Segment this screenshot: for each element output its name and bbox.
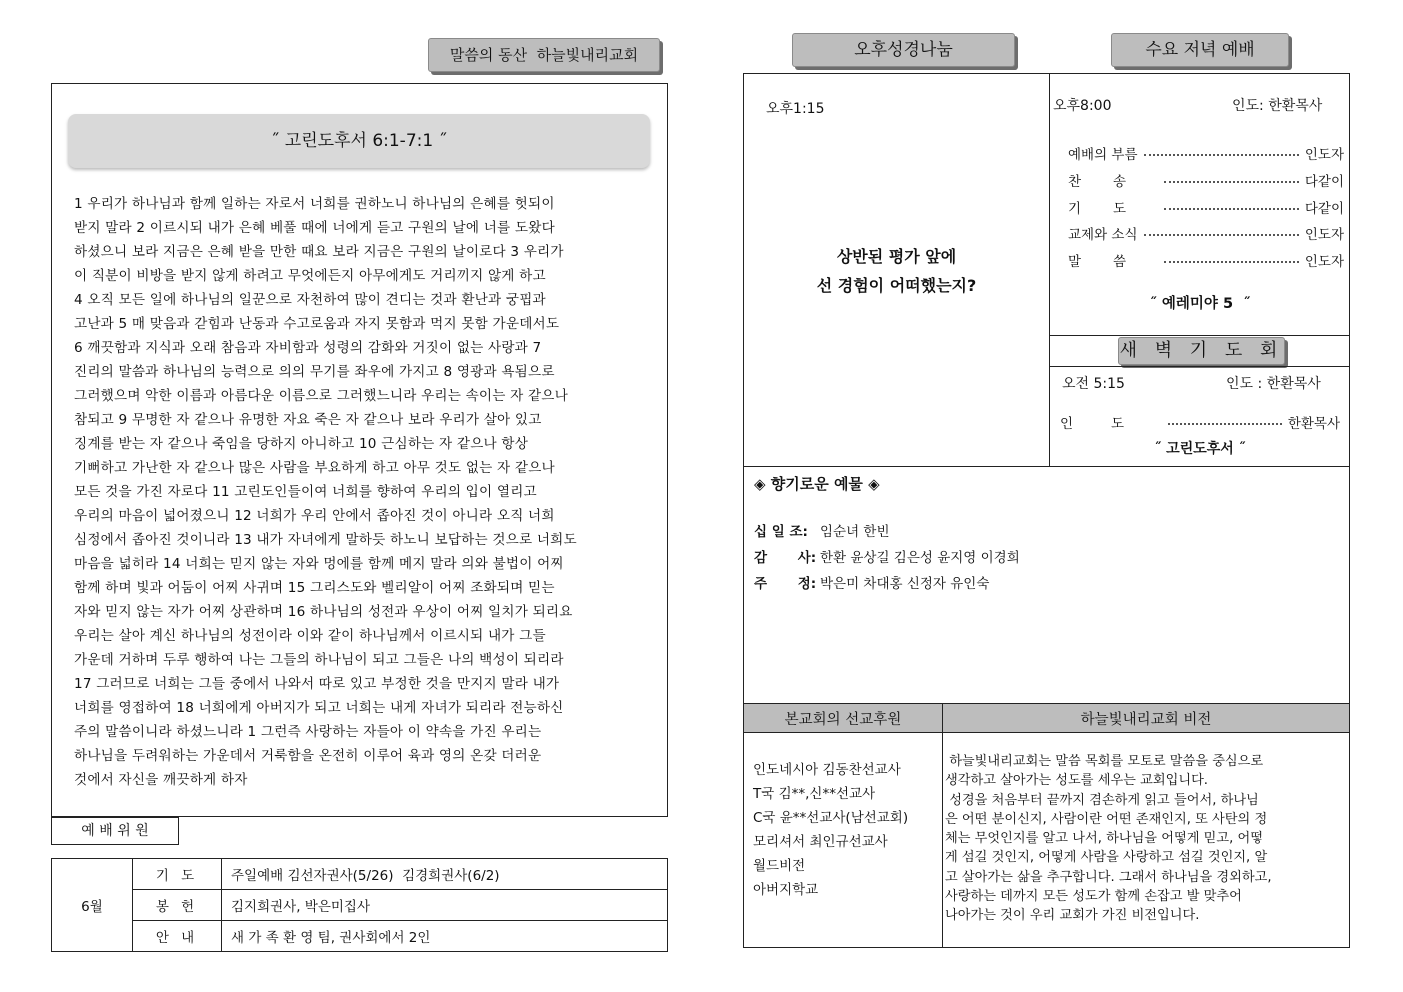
order-item: 찬송: [1068, 174, 1159, 190]
dawn-divider: [1049, 366, 1350, 367]
order-who: 인도자: [1304, 147, 1344, 163]
vision-line: 하늘빛내리교회는 말씀 목회를 모토로 말씀을 중심으로: [945, 754, 1264, 769]
afternoon-question: [744, 242, 1049, 300]
offering-label: 주 정:: [754, 576, 817, 592]
committee-role: 기 도: [155, 868, 199, 884]
committee-names-cell: [221, 920, 668, 952]
scripture-line: 고난과 5 매 맞음과 갇힘과 난동과 수고로움과 자지 못함과 먹지 못함 가운데서도: [74, 316, 560, 332]
scripture-line: 주의 말씀이니라 하셨느니라 1 그런즉 사랑하는 자들아 이 약속을 가진 우리는: [74, 724, 542, 740]
scripture-line: 자와 믿지 않는 자가 어찌 상관하며 16 하나님의 성전과 우상이 어찌 일치가 되리요: [74, 604, 573, 620]
order-item: 예배의 부름: [1068, 147, 1138, 163]
scripture-line: 심정에서 좁아진 것이니라 13 내가 자녀에게 말하듯 하노니 보답하는 것으로 너희도: [74, 532, 577, 548]
mission-item: 모리셔서 최인규선교사: [753, 834, 888, 850]
scripture-line: 함께 하며 빛과 어둠이 어찌 사귀며 15 그리스도와 벨리알이 어찌 조화되며 믿는: [74, 580, 555, 596]
scripture-line: 것에서 자신을 깨끗하게 하자: [74, 772, 248, 788]
order-who: 다같이: [1304, 201, 1344, 217]
wednesday-service-tab-label: 수요 저녁 예배: [1145, 40, 1255, 60]
scripture-line: 가운데 거하며 두루 행하여 나는 그들의 하나님이 되고 그들은 나의 백성이 되리라: [74, 652, 564, 668]
scripture-line: 우리는 살아 계신 하나님의 성전이라 이와 같이 하나님께서 이르시되 내가 그들: [74, 628, 546, 644]
leader-dots: [1144, 234, 1299, 236]
committee-role-cell: [132, 858, 222, 890]
offering-names: 한환 윤상길 김은성 윤지영 이경희: [820, 550, 1020, 566]
vision-line: 나아가는 것이 우리 교회가 가진 비전입니다.: [945, 908, 1200, 924]
leader-dots: [1164, 181, 1299, 183]
committee-label-box: [51, 817, 179, 845]
vision-line: 게 섬길 것인지, 어떻게 사람을 사랑하고 섬길 것인지, 알: [945, 850, 1268, 866]
scripture-line: 17 그러므로 너희는 그들 중에서 나와서 따로 있고 부정한 것을 만지지 말라 내가: [74, 676, 560, 692]
order-row: [1068, 170, 1344, 190]
scripture-title-bar: [68, 114, 650, 168]
afternoon-time: 오후1:15: [766, 101, 825, 117]
offering-title: ◈ 향기로운 예물 ◈: [754, 475, 880, 493]
offering-names: 임순녀 한빈: [820, 524, 890, 540]
afternoon-question-line: 선 경험이 어떠했는지?: [816, 276, 977, 295]
committee-names: 주일예배 김선자권사(5/26) 김경희권사(6/2): [231, 868, 500, 884]
mission-item: 아버지학교: [753, 882, 819, 898]
scripture-line: 진리의 말씀과 하나님의 능력으로 의의 무기를 좌우에 가지고 8 영광과 욕됨으로: [74, 364, 555, 380]
committee-label: 예 배 위 원: [81, 823, 149, 839]
committee-role-cell: [132, 920, 222, 952]
committee-names: 새 가 족 환 영 팀, 권사회에서 2인: [231, 930, 431, 946]
missions-header: 본교회의 선교후원: [784, 711, 902, 728]
scripture-line: 기뻐하고 가난한 자 같으나 많은 사람을 부요하게 하고 아무 것도 없는 자 같으나: [74, 460, 555, 476]
scripture-title: ˝ 고린도후서 6:1-7:1 ˝: [270, 131, 448, 151]
leader-dots: [1144, 154, 1299, 156]
offering-label: 십 일 조:: [754, 524, 808, 540]
missions-header-cell: [743, 703, 943, 733]
order-item: 말씀: [1068, 254, 1159, 270]
vision-header: 하늘빛내리교회 비전: [1080, 711, 1212, 728]
mission-item: C국 윤**선교사(남선교회): [753, 810, 909, 826]
mission-item: 월드비전: [753, 858, 806, 874]
mission-item: 인도네시아 김동찬선교사: [753, 762, 901, 778]
missions-list: [753, 758, 908, 902]
dawn-leader: 인도 : 한환목사: [1226, 376, 1321, 392]
mission-item: T국 김**,신**선교사: [753, 786, 876, 802]
dawn-role: 인도: [1060, 416, 1163, 432]
committee-month-cell: [51, 858, 133, 952]
offering-row: [754, 520, 890, 540]
order-row: [1068, 197, 1344, 217]
offering-label: 감 사:: [754, 550, 817, 566]
wednesday-leader: 인도: 한환목사: [1232, 98, 1323, 114]
scripture-line: 모든 것을 가진 자로다 11 고린도인들이여 너희를 향하여 우리의 입이 열리고: [74, 484, 537, 500]
order-who: 다같이: [1304, 174, 1344, 190]
vision-line: 생각하고 살아가는 성도를 세우는 교회입니다.: [945, 773, 1209, 789]
leader-dots: [1164, 208, 1299, 210]
scripture-line: 받지 말라 2 이르시되 내가 은혜 베풀 때에 너에게 듣고 구원의 날에 너를 도왔다: [74, 220, 555, 236]
scripture-line: 징계를 받는 자 같으나 죽임을 당하지 아니하고 10 근심하는 자 같으나 항상: [74, 436, 529, 452]
dawn-time: 오전 5:15: [1062, 376, 1125, 392]
order-who: 인도자: [1304, 227, 1344, 243]
dawn-text: ˝ 고린도후서 ˝: [1154, 441, 1246, 457]
afternoon-study-tab: [792, 33, 1015, 67]
scripture-line: 마음을 넓히라 14 너희는 믿지 않는 자와 멍에를 함께 메지 말라 의와 불법이 어찌: [74, 556, 564, 572]
order-row: [1068, 143, 1344, 163]
scripture-line: 그러했으며 악한 이름과 아름다운 이름으로 그러했느니라 우리는 속이는 자 같으나: [74, 388, 568, 404]
scripture-text: [74, 192, 664, 792]
scripture-line: 하나님을 두려워하는 가운데서 거룩함을 온전히 이루어 육과 영의 온갖 더러운: [74, 748, 542, 764]
scripture-line: 우리의 마음이 넓어졌으니 12 너희가 우리 안에서 좁아진 것이 아니라 오직 너희: [74, 508, 555, 524]
wednesday-time: 오후8:00: [1053, 98, 1112, 114]
scripture-line: 참되고 9 무명한 자 같으나 유명한 자요 죽은 자 같으나 보라 우리가 살아 있고: [74, 412, 542, 428]
dawn-prayer-tab-label: 새 벽 기 도 회: [1119, 340, 1284, 361]
wednesday-sermon: ˝ 예레미야 5 ˝: [1149, 296, 1251, 312]
order-who: 인도자: [1304, 254, 1344, 270]
committee-names-cell: [221, 858, 668, 890]
offering-row: [754, 572, 989, 592]
scripture-line: 4 오직 모든 일에 하나님의 일꾼으로 자천하여 많이 견디는 것과 환난과 궁핍과: [74, 292, 546, 308]
dawn-divider: [1049, 335, 1350, 336]
scripture-line: 1 우리가 하나님과 함께 일하는 자로서 너희를 권하노니 하나님의 은혜를 헛되이: [74, 196, 555, 212]
vision-line: 은 어떤 분이신지, 사람이란 어떤 존재인지, 또 사탄의 정: [945, 811, 1268, 827]
order-row: [1068, 223, 1344, 243]
afternoon-question-line: 상반된 평가 앞에: [836, 247, 957, 266]
scripture-line: 6 깨끗함과 지식과 오래 참음과 자비함과 성령의 감화와 거짓이 없는 사랑과 7: [74, 340, 542, 356]
church-header-text: 말씀의 동산 하늘빛내리교회: [449, 46, 639, 64]
vision-line: 체는 무엇인지를 알고 나서, 하나님을 어떻게 믿고, 어떻: [945, 831, 1263, 847]
afternoon-study-tab-label: 오후성경나눔: [854, 40, 953, 60]
scripture-line: 너희를 영접하여 18 너희에게 아버지가 되고 너희는 내게 자녀가 되리라 전능하신: [74, 700, 564, 716]
dawn-role-name: 한환목사: [1287, 416, 1340, 432]
committee-role: 봉 헌: [155, 899, 199, 915]
scripture-line: 하셨으니 보라 지금은 은혜 받을 만한 때요 보라 지금은 구원의 날이로다 3 우리가: [74, 244, 564, 260]
dawn-prayer-tab: [1118, 337, 1285, 365]
wednesday-service-tab: [1111, 33, 1289, 67]
committee-role: 안 내: [155, 930, 199, 946]
order-row: [1068, 250, 1344, 270]
vision-header-cell: [942, 703, 1350, 733]
vision-line: 사랑하는 데까지 모든 성도가 함께 손잡고 발 맞추어: [945, 889, 1242, 905]
committee-names-cell: [221, 889, 668, 921]
dawn-order-row: [1060, 412, 1340, 432]
vertical-divider: [1049, 73, 1050, 467]
vision-line: 성경을 처음부터 끝까지 겸손하게 읽고 들어서, 하나님: [945, 792, 1259, 808]
committee-month: 6월: [81, 899, 103, 915]
offering-row: [754, 546, 1020, 566]
leader-dots: [1168, 423, 1282, 425]
vision-line: 고 살아가는 삶을 추구합니다. 그래서 하나님을 경외하고,: [945, 869, 1272, 885]
leader-dots: [1164, 261, 1299, 263]
committee-names: 김지희권사, 박은미집사: [231, 899, 370, 915]
vision-text: [945, 752, 1347, 926]
scripture-line: 이 직분이 비방을 받지 않게 하려고 무엇에든지 아무에게도 거리끼지 않게 하고: [74, 268, 546, 284]
church-header-tag: [428, 38, 660, 72]
order-item: 교제와 소식: [1068, 227, 1138, 243]
committee-role-cell: [132, 889, 222, 921]
order-item: 기도: [1068, 201, 1159, 217]
offering-names: 박은미 차대홍 신정자 유인숙: [820, 576, 990, 592]
